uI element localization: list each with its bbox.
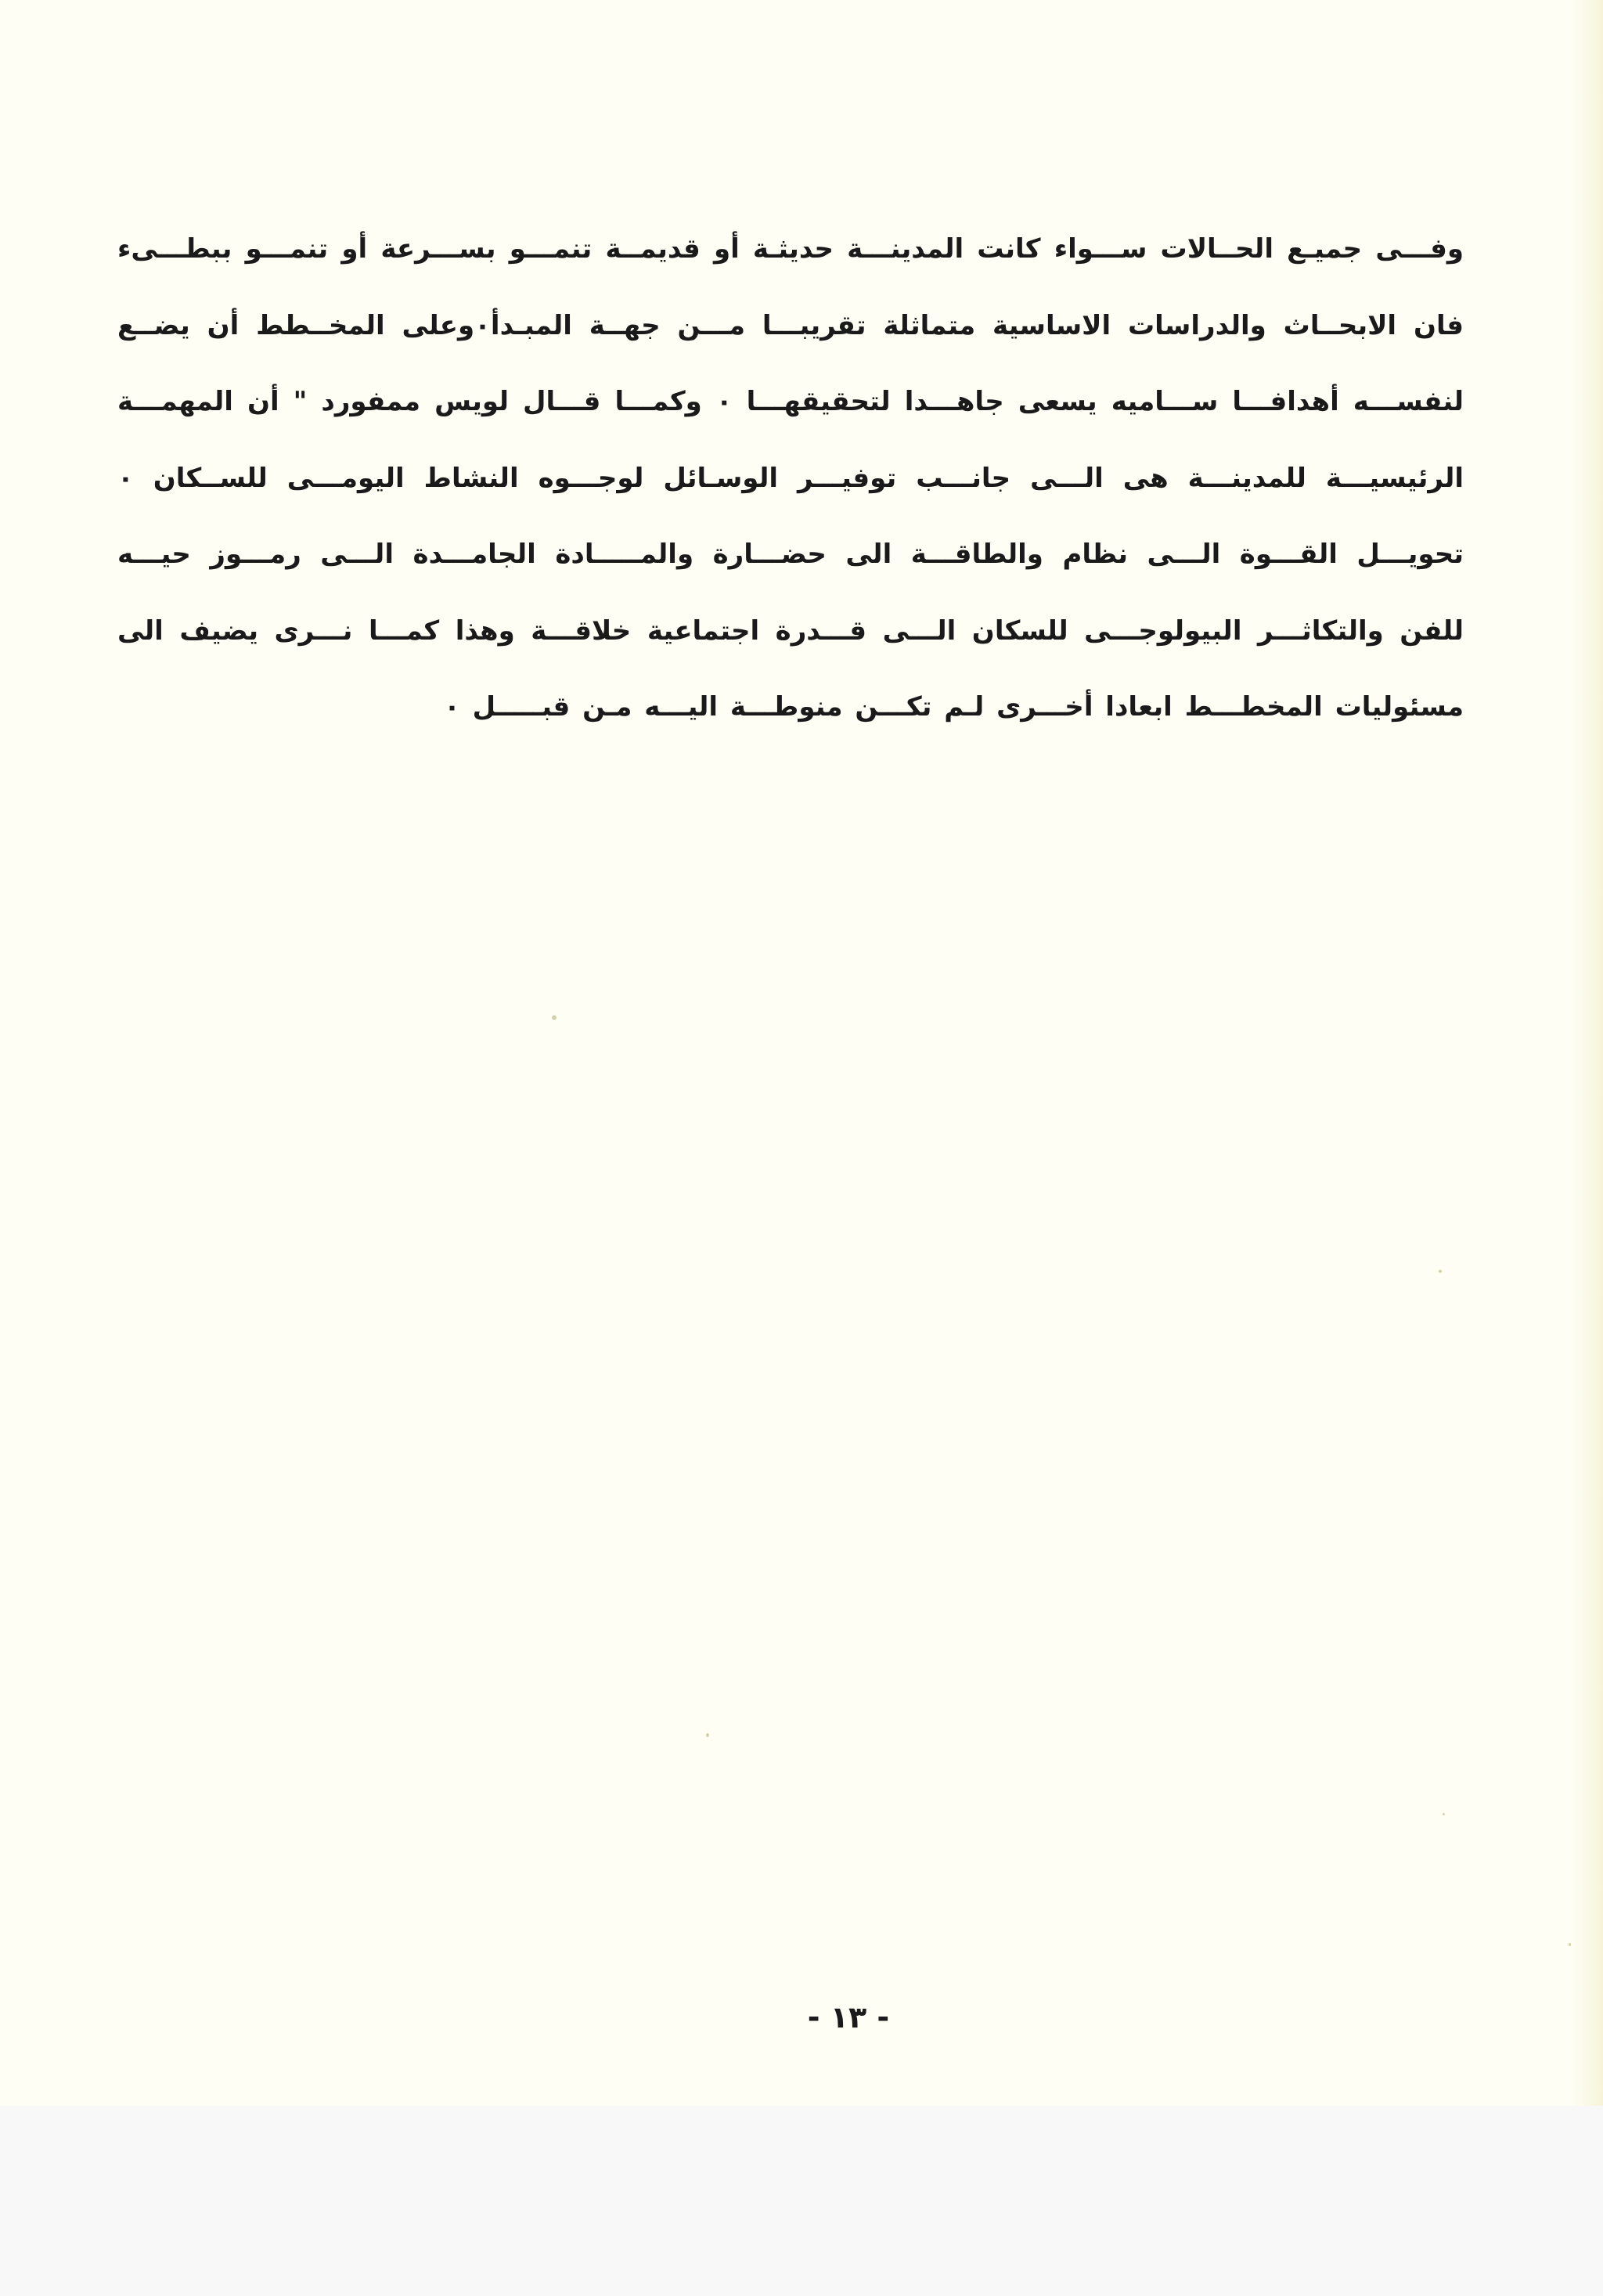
scan-speck [706,1733,709,1737]
page-edge-shadow [1572,0,1603,2106]
scan-bottom-margin [0,2106,1603,2296]
page-number: - ١٣ - [807,2000,890,2035]
scan-speck [1443,1813,1445,1815]
scan-speck [1439,1270,1442,1273]
scan-speck [1569,1943,1571,1946]
body-paragraph: وفـــى جميـع الحــالات ســـواء كانت المدينـــة حديثـة أو قديمــة تنمـــو بســـرعة أو تنمـــو ببطـــىء فان الابحــاث والدراسات الاساسية متماثلة تقريبـــا مـــن جهــة المبـدأ٠وعلى المخــطط أن يضــع لنفســـه أهدافـــا ســـاميه يسعى جاهـــدا لتحقيقهـــا ٠ وكمـــا قـــال لويس ممفورد " أن المهمـــة الرئيسيـــة للمدينـــة هى الـــى جانـــب توفيـــر الوسـائل لوجـــوه النشاط اليومـــى للســكان ٠ تحويـــل القـــوة الـــى نظام والطاقـــة الى حضـــارة والمـــــادة الجامـــدة الـــى رمـــوز حيـــه للفن والتكاثـــر البيولوجـــى للسكان الـــى قـــدرة اجتماعية خلاقـــة وهذا كمـــا نـــرى يضيف الى مسئوليات المخطـــط ابعادا أخـــرى لـم تكـــن منوطـــة اليـــه مـن قبـــــل ٠ [117,233,1464,723]
scan-speck [552,1015,557,1020]
